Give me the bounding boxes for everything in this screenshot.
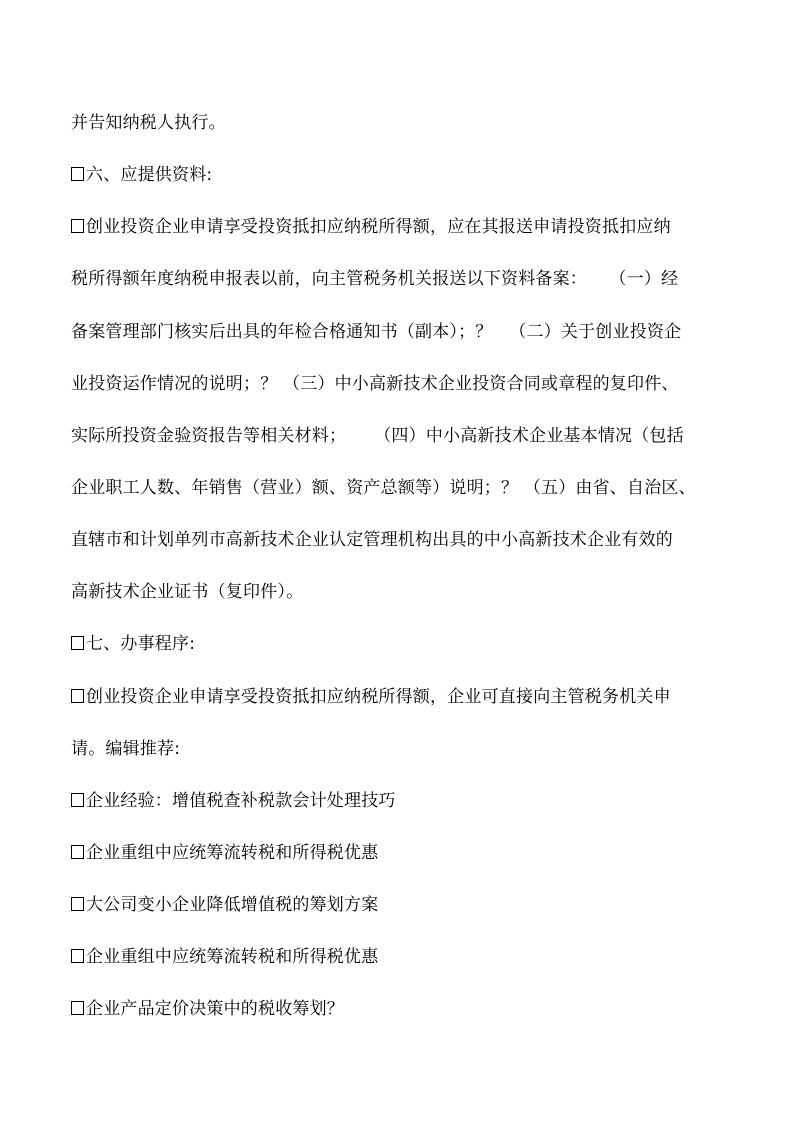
checkbox-glyph-icon: [71, 167, 84, 181]
text-line: 直辖市和计划单列市高新技术企业认定管理机构出具的中小高新技术企业有效的: [71, 530, 673, 550]
checkbox-glyph-icon: [71, 219, 84, 233]
checkbox-glyph-icon: [71, 845, 84, 859]
text-line: 创业投资企业申请享受投资抵扣应纳税所得额，应在其报送申请投资抵扣应纳: [71, 215, 671, 239]
text-line: 企业职工人数、年销售（营业）额、资产总额等）说明；？ （五）由省、自治区、: [71, 478, 696, 498]
checkbox-glyph-icon: [71, 689, 84, 703]
checkbox-glyph-icon: [71, 897, 84, 911]
recommended-link[interactable]: 企业重组中应统筹流转税和所得税优惠: [71, 945, 378, 969]
recommended-link[interactable]: 企业经验：增值税查补税款会计处理技巧: [71, 789, 396, 813]
text-line: 创业投资企业申请享受投资抵扣应纳税所得额，企业可直接向主管税务机关申: [71, 685, 671, 709]
text-line: 请。编辑推荐:: [71, 739, 181, 759]
recommended-link[interactable]: 企业重组中应统筹流转税和所得税优惠: [71, 841, 378, 865]
checkbox-glyph-icon: [71, 949, 84, 963]
text-line: 高新技术企业证书（复印件）。: [71, 582, 304, 602]
checkbox-glyph-icon: [71, 636, 84, 650]
text-line: 税所得额年度纳税申报表以前，向主管税务机关报送以下资料备案： （一）经: [71, 269, 679, 289]
recommended-link[interactable]: 企业产品定价决策中的税收筹划？: [71, 997, 344, 1021]
text-line: 业投资运作情况的说明；？ （三）中小高新技术企业投资合同或章程的复印件、: [71, 374, 679, 394]
section-heading: 七、办事程序:: [71, 632, 195, 656]
text-line: 实际所投资金验资报告等相关材料； （四）中小高新技术企业基本情况（包括: [71, 426, 684, 446]
text-line: 备案管理部门核实后出具的年检合格通知书（副本）；？ （二）关于创业投资企: [71, 322, 682, 342]
section-heading: 六、应提供资料:: [71, 163, 212, 187]
text-line: 并告知纳税人执行。: [71, 113, 226, 133]
checkbox-glyph-icon: [71, 1001, 84, 1015]
checkbox-glyph-icon: [71, 793, 84, 807]
recommended-link[interactable]: 大公司变小企业降低增值税的筹划方案: [71, 893, 378, 917]
